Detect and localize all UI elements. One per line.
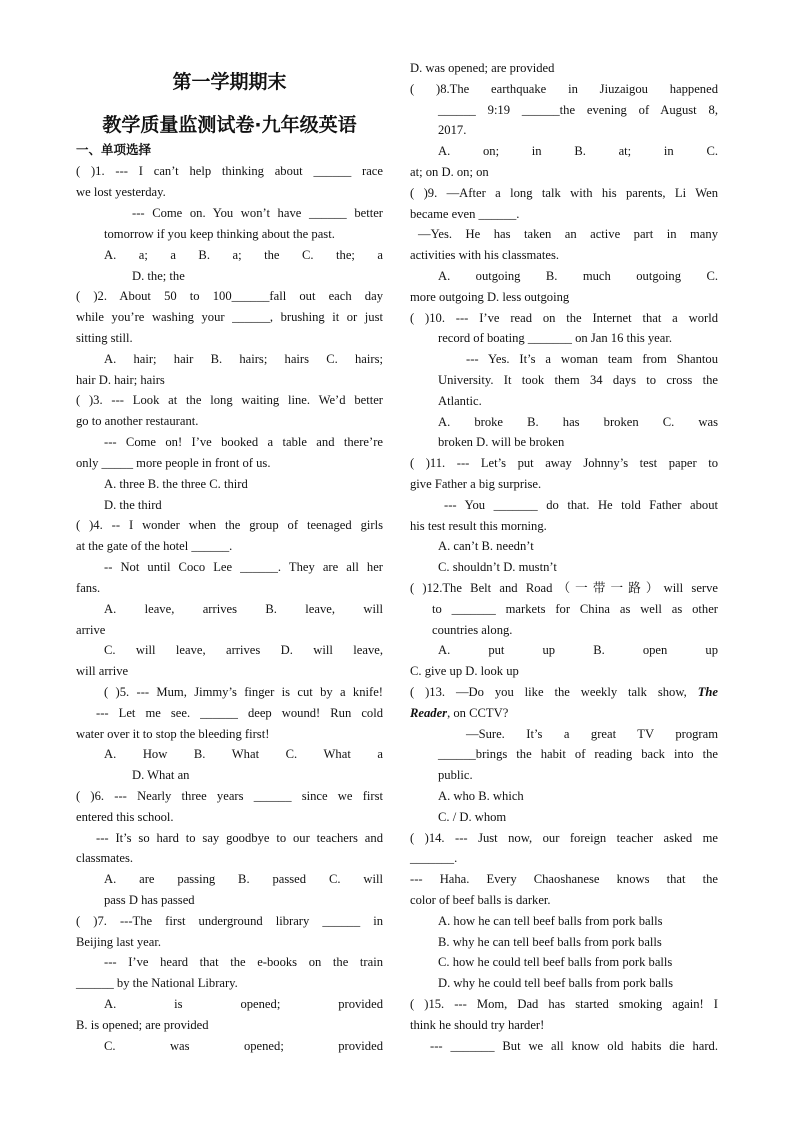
right-line-8: became even ______. [410,207,520,221]
left-line-17: D. the third [104,498,162,512]
right-line-25: C. shouldn’t D. mustn’t [438,560,557,574]
right-line-48: --- _______ But we all know old habits die hard. [430,1039,718,1053]
left-line-21: fans. [76,581,101,595]
left-line-7: ( )2. About 50 to 100______fall out each day [76,289,383,303]
left-line-36: pass D has passed [104,893,195,907]
left-line-15: only _____ more people in front of us. [76,456,271,470]
left-line-3: --- Come on. You won’t have ______ better [132,206,383,220]
right-line-37: C. / D. whom [438,810,507,824]
left-line-24: C. will leave, arrives D. will leave, [104,643,383,657]
left-line-43: C. was opened; provided [104,1039,383,1053]
right-line-35: public. [438,768,473,782]
right-line-34: ______brings the habit of reading back into the [438,747,718,761]
right-line-17: Atlantic. [438,394,482,408]
left-line-22: A. leave, arrives B. leave, will [104,602,383,616]
right-line-32: Reader, on CCTV? [410,706,509,720]
left-line-34: classmates. [76,851,134,865]
right-line-22: --- You _______ do that. He told Father about [444,498,718,512]
exam-title: 第一学期期末 [172,71,287,93]
right-line-28: countries along. [432,623,513,637]
right-line-18: A. broke B. has broken C. was [438,415,718,429]
left-line-13: go to another restaurant. [76,414,199,428]
right-line-4: 2017. [438,123,467,137]
right-line-44: C. how he could tell beef balls from pork balls [438,955,673,969]
right-line-7: ( )9. —After a long talk with his parents, Li Wen [410,186,718,200]
left-line-41: A. is opened; provided [104,997,383,1011]
left-line-39: --- I’ve heard that the e-books on the train [104,955,383,969]
left-line-5: A. a; a B. a; the C. the; a [104,248,383,262]
left-line-19: at the gate of the hotel ______. [76,539,233,553]
right-line-29: A. put up B. open up [438,643,718,657]
left-line-40: ______ by the National Library. [76,976,238,990]
left-line-16: A. three B. the three C. third [104,477,248,491]
right-line-36: A. who B. which [438,789,524,803]
right-line-23: his test result this morning. [410,519,547,533]
right-line-43: B. why he can tell beef balls from pork balls [438,935,662,949]
right-line-39: _______. [410,851,458,865]
right-line-1: D. was opened; are provided [410,61,555,75]
left-line-30: D. What an [132,768,190,782]
right-line-20: ( )11. --- Let’s put away Johnny’s test paper to [410,456,718,470]
left-line-6: D. the; the [132,269,185,283]
left-line-10: A. hair; hair B. hairs; hairs C. hairs; [104,352,383,366]
left-line-27: --- Let me see. ______ deep wound! Run cold [96,706,383,720]
left-line-33: --- It’s so hard to say goodbye to our teachers and [96,831,383,845]
left-line-4: tomorrow if you keep thinking about the past. [104,227,335,241]
right-line-9: —Yes. He has taken an active part in many [418,227,718,241]
left-line-11: hair D. hair; hairs [76,373,165,387]
left-line-18: ( )4. -- I wonder when the group of teenaged girls [76,518,383,532]
right-line-19: broken D. will be broken [438,435,565,449]
right-line-21: give Father a big surprise. [410,477,542,491]
right-line-12: more outgoing D. less outgoing [410,290,570,304]
right-line-10: activities with his classmates. [410,248,559,262]
left-line-26: ( )5. --- Mum, Jimmy’s finger is cut by a knife! [104,685,383,699]
right-line-31: ( )13. —Do you like the weekly talk show, The [410,685,718,699]
left-line-35: A. are passing B. passed C. will [104,872,383,886]
left-line-1: ( )1. --- I can’t help thinking about ______ race [76,164,383,178]
left-line-2: we lost yesterday. [76,185,166,199]
right-line-13: ( )10. --- I’ve read on the Internet that a world [410,311,718,325]
right-line-24: A. can’t B. needn’t [438,539,534,553]
right-line-47: think he should try harder! [410,1018,545,1032]
right-line-27: to _______ markets for China as well as other [432,602,718,616]
exam-subtitle: 教学质量监测试卷·九年级英语 [102,114,357,136]
left-line-31: ( )6. --- Nearly three years ______ since we first [76,789,383,803]
left-line-8: while you’re washing your ______, brushing it or just [76,310,383,324]
right-line-2: ( )8.The earthquake in Jiuzaigou happened [410,82,718,96]
right-line-15: --- Yes. It’s a woman team from Shantou [466,352,718,366]
right-line-14: record of boating _______ on Jan 16 this year. [438,331,672,345]
left-line-32: entered this school. [76,810,174,824]
right-line-46: ( )15. --- Mom, Dad has started smoking again! I [410,997,718,1011]
left-line-38: Beijing last year. [76,935,161,949]
left-line-37: ( )7. ---The first underground library ______ in [76,914,383,928]
right-line-11: A. outgoing B. much outgoing C. [438,269,718,283]
right-line-45: D. why he could tell beef balls from pork balls [438,976,674,990]
section-heading: 一、单项选择 [76,142,152,157]
left-line-9: sitting still. [76,331,133,345]
right-line-6: at; on D. on; on [410,165,489,179]
left-line-12: ( )3. --- Look at the long waiting line. We’d better [76,393,383,407]
right-line-33: —Sure. It’s a great TV program [466,727,718,741]
right-line-40: --- Haha. Every Chaoshanese knows that the [410,872,718,886]
right-line-30: C. give up D. look up [410,664,519,678]
left-line-23: arrive [76,623,106,637]
right-line-26: ( )12.The Belt and Road（一带一路）will serve [410,581,718,595]
left-line-25: will arrive [76,664,129,678]
left-line-20: -- Not until Coco Lee ______. They are all her [104,560,383,574]
right-line-41: color of beef balls is darker. [410,893,551,907]
left-line-42: B. is opened; are provided [76,1018,209,1032]
right-line-3: ______ 9:19 ______the evening of August 8, [438,103,718,117]
right-line-16: University. It took them 34 days to cross the [438,373,718,387]
left-line-14: --- Come on! I’ve booked a table and there’re [104,435,383,449]
left-line-29: A. How B. What C. What a [104,747,383,761]
right-line-38: ( )14. --- Just now, our foreign teacher asked me [410,831,718,845]
right-line-5: A. on; in B. at; in C. [438,144,718,158]
right-line-42: A. how he can tell beef balls from pork balls [438,914,663,928]
left-line-28: water over it to stop the bleeding first! [76,727,270,741]
